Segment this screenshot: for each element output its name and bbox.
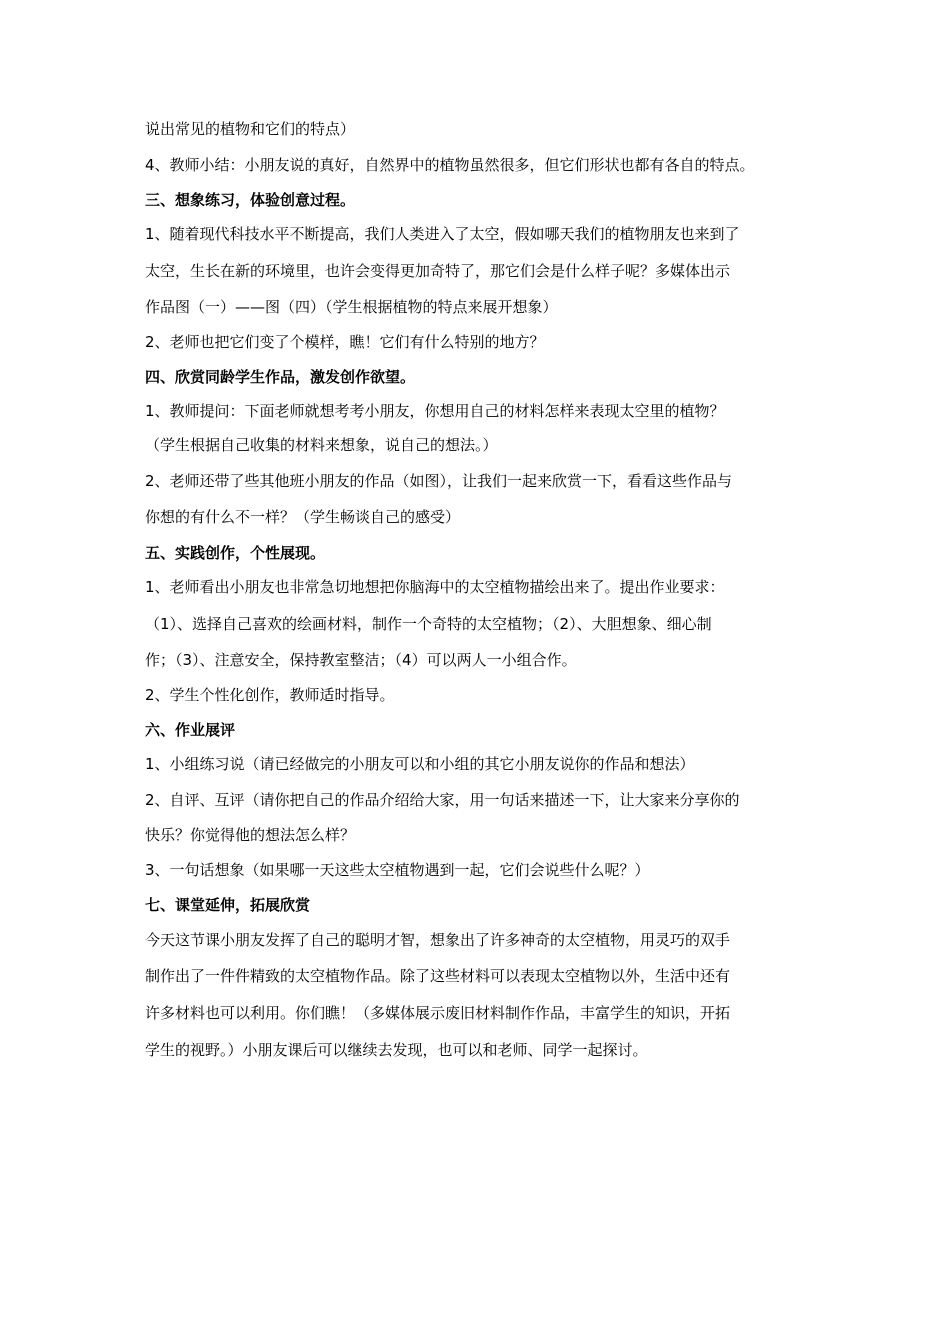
section-heading: 四、欣赏同龄学生作品，激发创作欲望。 — [145, 368, 416, 386]
text-line: 制作出了一件件精致的太空植物作品。除了这些材料可以表现太空植物以外，生活中还有 — [145, 967, 731, 985]
text-line: 2、老师也把它们变了个模样，瞧！它们有什么特别的地方？ — [145, 333, 545, 351]
section-heading: 七、课堂延伸，拓展欣赏 — [145, 896, 311, 914]
text-line: 1、教师提问：下面老师就想考考小朋友，你想用自己的材料怎样来表现太空里的植物？ — [145, 402, 725, 420]
text-line: 2、自评、互评（请你把自己的作品介绍给大家，用一句话来描述一下，让大家来分享你的 — [145, 791, 740, 809]
text-line: 说出常见的植物和它们的特点） — [145, 120, 356, 138]
text-line: 你想的有什么不一样？（学生畅谈自己的感受） — [145, 508, 461, 526]
text-line: （1）、选择自己喜欢的绘画材料，制作一个奇特的太空植物；（2）、大胆想象、细心制 — [145, 615, 712, 633]
section-heading: 六、作业展评 — [145, 721, 236, 739]
text-line: 快乐？你觉得他的想法怎么样？ — [145, 826, 356, 844]
text-line: 作品图（一）——图（四）（学生根据植物的特点来展开想象） — [145, 298, 558, 316]
text-line: 2、学生个性化创作，教师适时指导。 — [145, 686, 395, 704]
text-line: （学生根据自己收集的材料来想象，说自己的想法。） — [145, 436, 498, 454]
text-line: 学生的视野。）小朋友课后可以继续去发现，也可以和老师、同学一起探讨。 — [145, 1041, 648, 1059]
text-line: 3、一句话想象（如果哪一天这些太空植物遇到一起，它们会说些什么呢？） — [145, 861, 650, 879]
text-line: 许多材料也可以利用。你们瞧！（多媒体展示废旧材料制作作品，丰富学生的知识，开拓 — [145, 1004, 731, 1022]
text-line: 作；（3）、注意安全，保持教室整洁；（4）可以两人一小组合作。 — [145, 651, 577, 669]
text-line: 太空，生长在新的环境里，也许会变得更加奇特了，那它们会是什么样子呢？多媒体出示 — [145, 262, 731, 280]
text-line: 1、小组练习说（请已经做完的小朋友可以和小组的其它小朋友说你的作品和想法） — [145, 755, 695, 773]
text-line: 1、老师看出小朋友也非常急切地想把你脑海中的太空植物描绘出来了。提出作业要求： — [145, 578, 725, 596]
text-line: 今天这节课小朋友发挥了自己的聪明才智，想象出了许多神奇的太空植物，用灵巧的双手 — [145, 931, 731, 949]
section-heading: 三、想象练习，体验创意过程。 — [145, 191, 356, 209]
text-line: 2、老师还带了些其他班小朋友的作品（如图），让我们一起来欣赏一下，看看这些作品与 — [145, 472, 733, 490]
text-line: 1、随着现代科技水平不断提高，我们人类进入了太空，假如哪天我们的植物朋友也来到了 — [145, 225, 740, 243]
section-heading: 五、实践创作，个性展现。 — [145, 544, 326, 562]
text-line: 4、教师小结：小朋友说的真好，自然界中的植物虽然很多，但它们形状也都有各自的特点。 — [145, 156, 755, 174]
